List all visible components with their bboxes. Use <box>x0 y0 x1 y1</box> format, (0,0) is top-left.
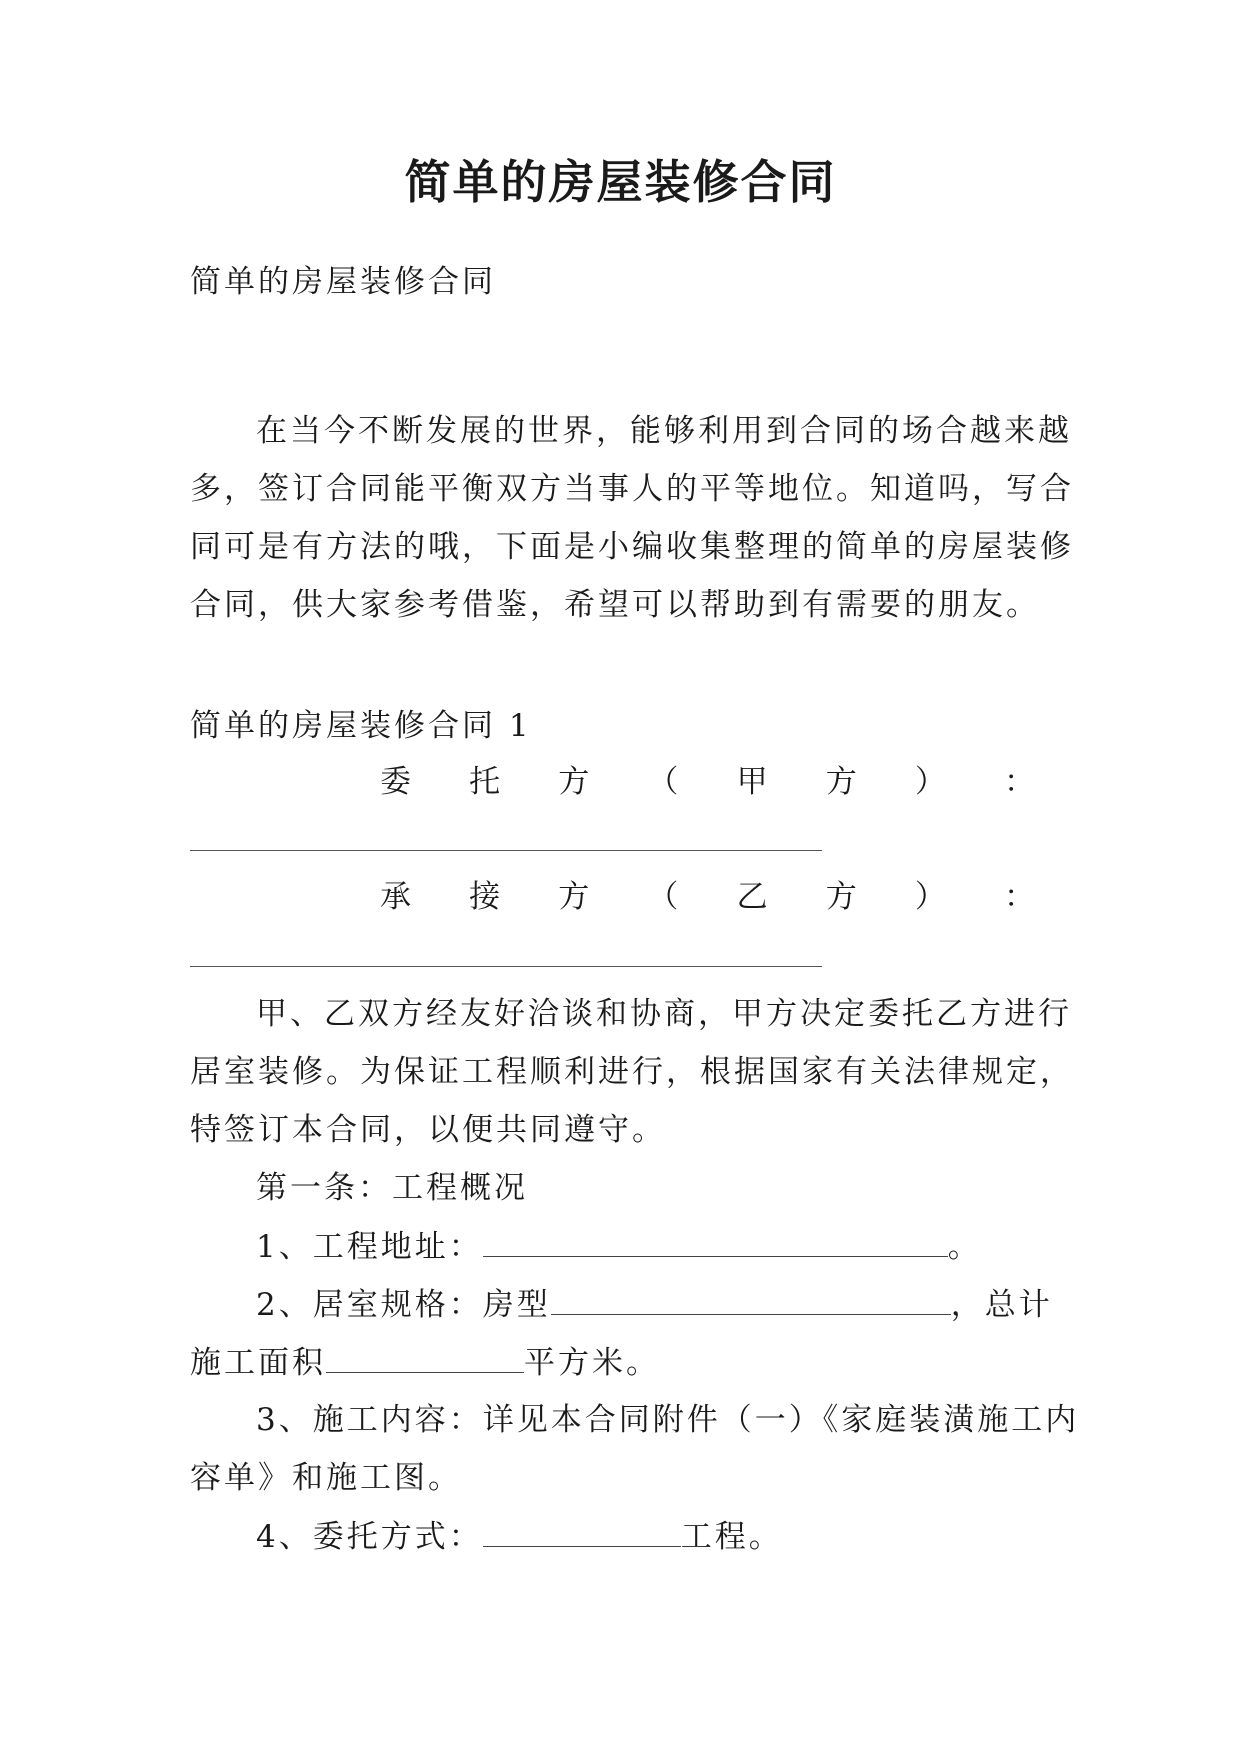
party-a-char: ： <box>1003 764 1035 800</box>
para1-line-2: 居室装修。为保证工程顺利进行，根据国家有关法律规定， <box>190 1054 1074 1090</box>
item-4 <box>256 1516 783 1557</box>
section-heading: 简单的房屋装修合同 1 <box>190 708 532 744</box>
party-b-blank <box>190 966 822 967</box>
item-2-total: ，总计 <box>950 1287 1053 1323</box>
item-1-label: 1、工程地址： <box>256 1229 483 1265</box>
address-blank[interactable] <box>483 1226 948 1257</box>
article-1-heading: 第一条：工程概况 <box>256 1170 528 1206</box>
party-b-row <box>380 877 1035 917</box>
party-a-char: ） <box>914 764 946 800</box>
page-title: 简单的房屋装修合同 <box>404 155 837 209</box>
intro-line-1: 在当今不断发展的世界，能够利用到合同的场合越来越 <box>256 413 1072 449</box>
party-b-char: ： <box>1003 879 1035 915</box>
area-label: 施工面积 <box>190 1345 326 1381</box>
party-a-char: 甲 <box>736 764 768 800</box>
item-1 <box>256 1226 982 1267</box>
party-a-char: 方 <box>558 764 590 800</box>
party-a-blank <box>190 850 822 851</box>
item-2-line-2 <box>190 1342 660 1383</box>
intro-line-4: 合同，供大家参考借鉴，希望可以帮助到有需要的朋友。 <box>190 587 1040 623</box>
item-4-label: 4、委托方式： <box>256 1519 483 1555</box>
area-unit: 平方米。 <box>524 1345 660 1381</box>
doc-subtitle: 简单的房屋装修合同 <box>190 264 496 300</box>
item-4-end: 工程。 <box>680 1519 783 1555</box>
party-b-char: 方 <box>825 879 857 915</box>
party-a-char: 方 <box>825 764 857 800</box>
party-a-char: 委 <box>380 764 411 800</box>
party-a-char: （ <box>647 764 679 800</box>
para1-line-1: 甲、乙双方经友好洽谈和协商，甲方决定委托乙方进行 <box>256 996 1072 1032</box>
party-b-char: 承 <box>380 879 411 915</box>
party-b-char: ） <box>914 879 946 915</box>
item-3-line-1: 3、施工内容：详见本合同附件（一）《家庭装潢施工内 <box>256 1402 1080 1438</box>
intro-line-3: 同可是有方法的哦，下面是小编收集整理的简单的房屋装修 <box>190 529 1074 565</box>
commission-blank[interactable] <box>483 1516 681 1547</box>
intro-line-2: 多，签订合同能平衡双方当事人的平等地位。知道吗，写合 <box>190 471 1074 507</box>
party-a-row <box>380 762 1035 802</box>
item-2-line-1 <box>256 1284 1053 1325</box>
party-a-char: 托 <box>469 764 501 800</box>
item-1-end: 。 <box>947 1229 982 1265</box>
party-b-char: 方 <box>558 879 590 915</box>
area-blank[interactable] <box>326 1342 524 1373</box>
room-type-blank[interactable] <box>551 1284 951 1315</box>
item-2-label: 2、居室规格：房型 <box>256 1287 551 1323</box>
para1-line-3: 特签订本合同，以便共同遵守。 <box>190 1112 666 1148</box>
party-b-char: （ <box>647 879 679 915</box>
party-b-char: 乙 <box>736 879 768 915</box>
item-3-line-2: 容单》和施工图。 <box>190 1460 462 1496</box>
party-b-char: 接 <box>469 879 501 915</box>
